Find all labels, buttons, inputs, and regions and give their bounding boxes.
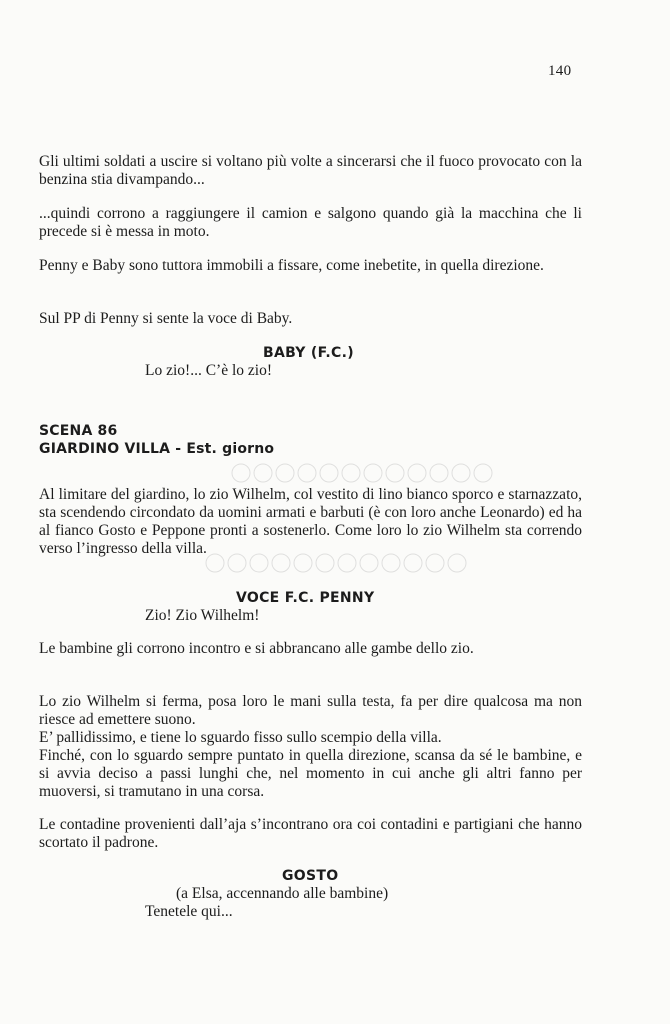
action-paragraph: ...quindi corrono a raggiungere il camion e salgono quando già la macchina che li precede si è messa in moto. — [39, 205, 582, 240]
character-cue-baby: BABY (F.C.) — [263, 345, 354, 361]
action-paragraph: E’ pallidissimo, e tiene lo sguardo fisso sullo scempio della villa. — [39, 729, 442, 746]
scene-location: GIARDINO VILLA - Est. giorno — [39, 441, 275, 457]
character-cue-penny: VOCE F.C. PENNY — [236, 590, 375, 606]
dialogue-line: Zio! Zio Wilhelm! — [145, 607, 260, 624]
scene-number: SCENA 86 — [39, 423, 118, 439]
action-paragraph: Finché, con lo sguardo sempre puntato in quella direzione, scansa da sé le bambine, e si avvia deciso a passi lunghi che, nel momento in cui anche gli altri fanno per muoversi, si tramutano in una corsa. — [39, 747, 582, 800]
dialogue-line: Tenetele qui... — [145, 903, 233, 920]
action-paragraph: Gli ultimi soldati a uscire si voltano più volte a sincerarsi che il fuoco provocato con la benzina stia divampando... — [39, 153, 582, 188]
parenthetical: (a Elsa, accennando alle bambine) — [176, 885, 389, 902]
action-paragraph: Al limitare del giardino, lo zio Wilhelm, col vestito di lino bianco sporco e starnazzato, sta scendendo circondato da uomini armati e barbuti (è con loro anche Leonardo) ed ha al fianco Gosto e Peppone pronti a sostenerlo. Come loro lo zio Wilhelm sta correndo verso l’ingresso della villa. — [39, 486, 582, 557]
action-paragraph: Penny e Baby sono tuttora immobili a fissare, come inebetite, in quella direzione. — [39, 257, 544, 274]
action-paragraph: Le contadine provenienti dall’aja s’incontrano ora coi contadini e partigiani che hanno scortato il padrone. — [39, 816, 582, 851]
dialogue-line: Lo zio!... C’è lo zio! — [145, 362, 272, 379]
page-number: 140 — [548, 63, 572, 79]
character-cue-gosto: GOSTO — [282, 868, 339, 884]
action-paragraph: Le bambine gli corrono incontro e si abbrancano alle gambe dello zio. — [39, 640, 474, 657]
action-paragraph: Lo zio Wilhelm si ferma, posa loro le mani sulla testa, fa per dire qualcosa ma non riesce ad emettere suono. — [39, 693, 582, 728]
action-paragraph: Sul PP di Penny si sente la voce di Baby. — [39, 310, 293, 327]
